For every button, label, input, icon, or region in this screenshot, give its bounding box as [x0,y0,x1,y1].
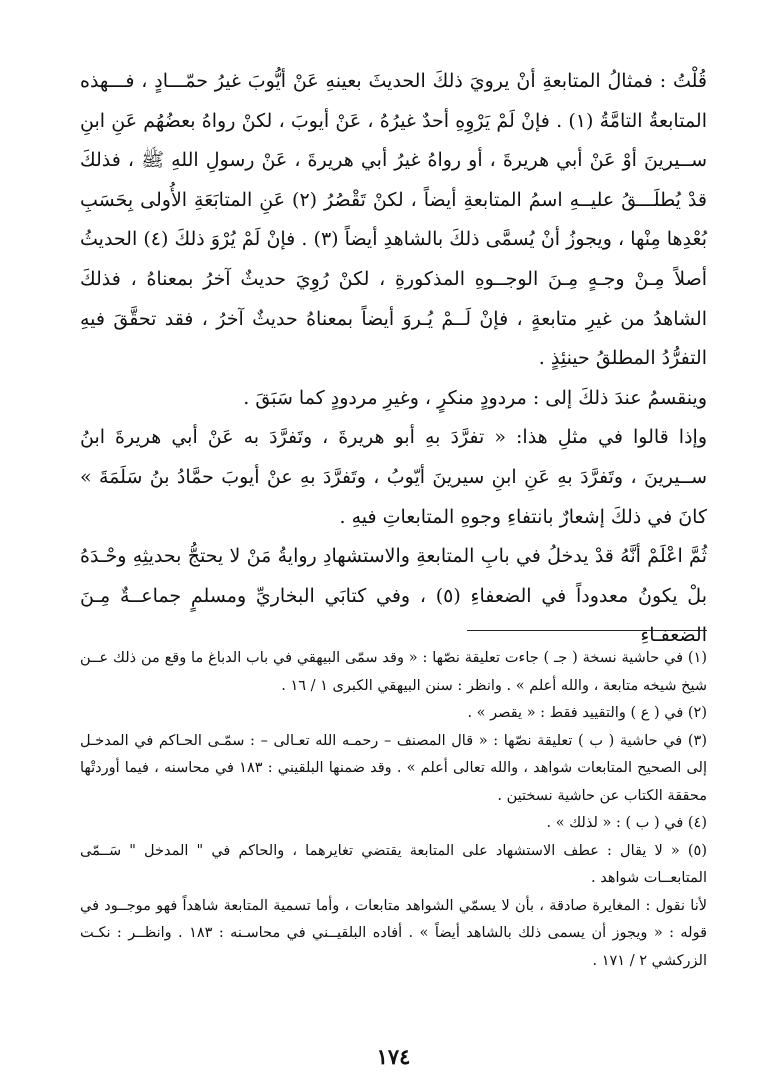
footnote-1: (١) في حاشية نسخة ( جـ ) جاءت تعليقة نصّها : « وقد سمّى البيهقي في باب الدباغ ما وقع من ذلك عــن شيخ شيخه متابعة ، والله أعلم » . وانظر : سنن البيهقي الكبرى ١ / ١٦ . [80,650,707,694]
paragraph-weak-narrators: ثُمَّ اعْلَمْ أنَّهُ قدْ يدخلُ في بابِ المتابعةِ والاستشهادِ روايةُ مَنْ لا يحتجُّ بحديثِهِ وحْـدَهُ بلْ يكونُ معدوداً في الضعفاءِ (٥) ، وفي كتابَي البخاريِّ ومسلمٍ جماعــةٌ مِـنَ الضعفـاءِ [80,545,707,647]
footnote-5: (٥) « لا يقال : عطف الاستشهاد على المتابعة يقتضي تغايرهما ، والحاكم في " المدخل " سَــمّى المتابعــات شواهد . [80,842,707,886]
page-number: ١٧٤ [376,1044,411,1069]
main-text [80,62,707,656]
footnotes [80,645,707,975]
footnote-3: (٣) في حاشية ( ب ) تعليقة نصّها : « قال المصنف – رحمـه الله تعـالى – : سمّـى الحـاكم في المدخـل إلى الصحيح المتابعات شواهد ، والله تعالى أعلم » . وقد ضمنها البلقيني : ١٨٣ في محاسنه ، فيما أوردتْها محققة الكتاب عن حاشية نسختين . [80,732,707,804]
paragraph-tafarrud-sayings: وإذا قالوا في مثلِ هذا: « تفرَّدَ بهِ أبو هريرةَ ، وتَفرَّدَ به عَنْ أبي هريرةَ ابنُ ســيرينَ ، وتَفرَّدَ بهِ عَنِ ابنِ سيرينَ أيّوبُ ، وتَفرَّدَ بهِ عنْ أيوبَ حمَّادُ بنُ سَلَمَةَ » كانَ في ذلكَ إشعارٌ بانتفاءِ وجوهِ المتابعاتِ فيهِ . [80,426,707,528]
book-page [80,62,707,1072]
footnote-2: (٢) في ( ع ) والتقييد فقط : « يقصر » . [467,705,707,721]
paragraph-division: وينقسمُ عندَ ذلكَ إلى : مردودٍ منكرٍ ، وغيرِ مردودٍ كما سَبَقَ . [243,386,707,409]
paragraph-mutabaa-example: قُلْتُ : فمثالُ المتابعةِ أنْ يرويَ ذلكَ الحديثَ بعينهِ عَنْ أيُّوبَ غيرُ حمّـــادٍ ، فـــهذه المتابعةُ التامَّةُ (١) . فإنْ لَمْ يَرْوِهِ أحدٌ غيرُهُ ، عَنْ أيوبَ ، لكنْ رواهُ بعضُهُم عَنِ ابنِ ســيرينَ أوْ عَنْ أبي هريرةَ ، أو رواهُ غيرُ أبي هريرةَ ، عَنْ رسولِ اللهِ ﷺ ، فذلكَ قدْ يُطلَـــقُ عليــهِ اسمُ المتابعةِ أيضاً ، لكنْ تَقْصُرُ (٢) عَنِ المتابَعَةِ الأُولى بِحَسَبِ بُعْدِها مِنْها ، ويجوزُ أنْ يُسمَّى ذلكَ بالشاهدِ أيضاً (٣) . فإنْ لَمْ يُرْوَ ذلكَ (٤) الحديثُ أصلاً مِـنْ وجـهٍ مِـنَ الوجــوهِ المذكورةِ ، لكنْ رُوِيَ حديثٌ آخرُ بمعناهُ ، فذلكَ الشاهدُ من غيرِ متابعةٍ ، فإنْ لَــمْ يُـروَ أيضاً بمعناهُ حديثٌ آخرُ ، فقد تحقَّقَ فيهِ التفرُّدُ المطلقُ حينئِذٍ . [80,70,708,370]
footnote-separator [467,630,707,631]
footnote-4: (٤) في ( ب ) : « لذلك » . [546,815,707,831]
footnote-5-continuation: لأنا نقول : المغايرة صادقة ، بأن لا يسمّي الشواهد متابعات ، وأما تسمية المتابعة شاهداً فهو موجــود في قوله : « ويجوز أن يسمى ذلك بالشاهد أيضاً » . أفاده البلقيــني في محاسـنه : ١٨٣ . وانظــر : نكـت الزركشي ٢ / ١٧١ . [80,897,707,969]
